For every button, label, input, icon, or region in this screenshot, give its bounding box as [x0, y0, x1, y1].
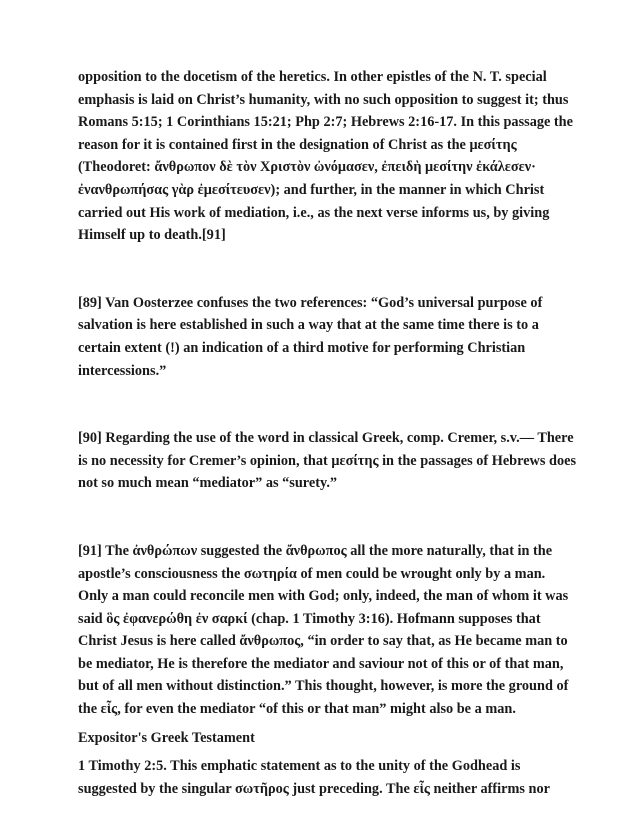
document-page	[78, 66, 578, 800]
egt-commentary: 1 Timothy 2:5. This emphatic statement as to the unity of the Godhead is suggested by the singular σωτῆρος just preceding. The εἷς neither affirms nor	[78, 758, 550, 797]
commentary-continuation: opposition to the docetism of the heretics. In other epistles of the N. T. special emphasis is laid on Christ’s humanity, with no such opposition to suggest it; thus Romans 5:15; 1 Corinthians 15:21; Php 2:7; Hebrews 2:16-17. In this passage the reason for it is contained first in the designation of Christ as the μεσίτης (Theodoret: ἄνθρωπον δὲ τὸν Χριστὸν ὠνόμασεν, ἐπειδὴ μεσίτην ἐκάλεσεν· ἐνανθρωπήσας γὰρ ἐμεσίτευσεν); and further, in the manner in which Christ carried out His work of mediation, i.e., as the next verse informs us, by giving Himself up to death.[91]	[78, 69, 573, 244]
paragraph-spacer	[78, 495, 578, 540]
footnote-89: [89] Van Oosterzee confuses the two references: “God’s universal purpose of salvation is here established in such a way that at the same time there is to a certain extent (!) an indication of a third motive for performing Christian intercessions.”	[78, 294, 543, 379]
paragraph-spacer	[78, 382, 578, 427]
paragraph-spacer	[78, 247, 578, 292]
section-heading: Expositor's Greek Testament	[78, 729, 255, 746]
footnote-91: [91] The ἀνθρώπων suggested the ἄνθρωπος all the more naturally, that in the apostle’s consciousness the σωτηρία of men could be wrought only by a man. Only a man could reconcile men with God; only, indeed, the man of whom it was said ὃς ἐφανερώθη ἐν σαρκί (chap. 1 Timothy 3:16). Hofmann supposes that Christ Jesus is here called ἄνθρωπος, “in order to say that, as He became man to be mediator, He is therefore the mediator and saviour not of this or of that man, but of all men without distinction.” This thought, however, is more the ground of the εἷς, for even the mediator “of this or that man” might also be a man.	[78, 542, 569, 718]
footnote-90: [90] Regarding the use of the word in classical Greek, comp. Cremer, s.v.— There is no necessity for Cremer’s opinion, that μεσίτης in the passages of Hebrews does not so much mean “mediator” as “surety.”	[78, 430, 577, 492]
